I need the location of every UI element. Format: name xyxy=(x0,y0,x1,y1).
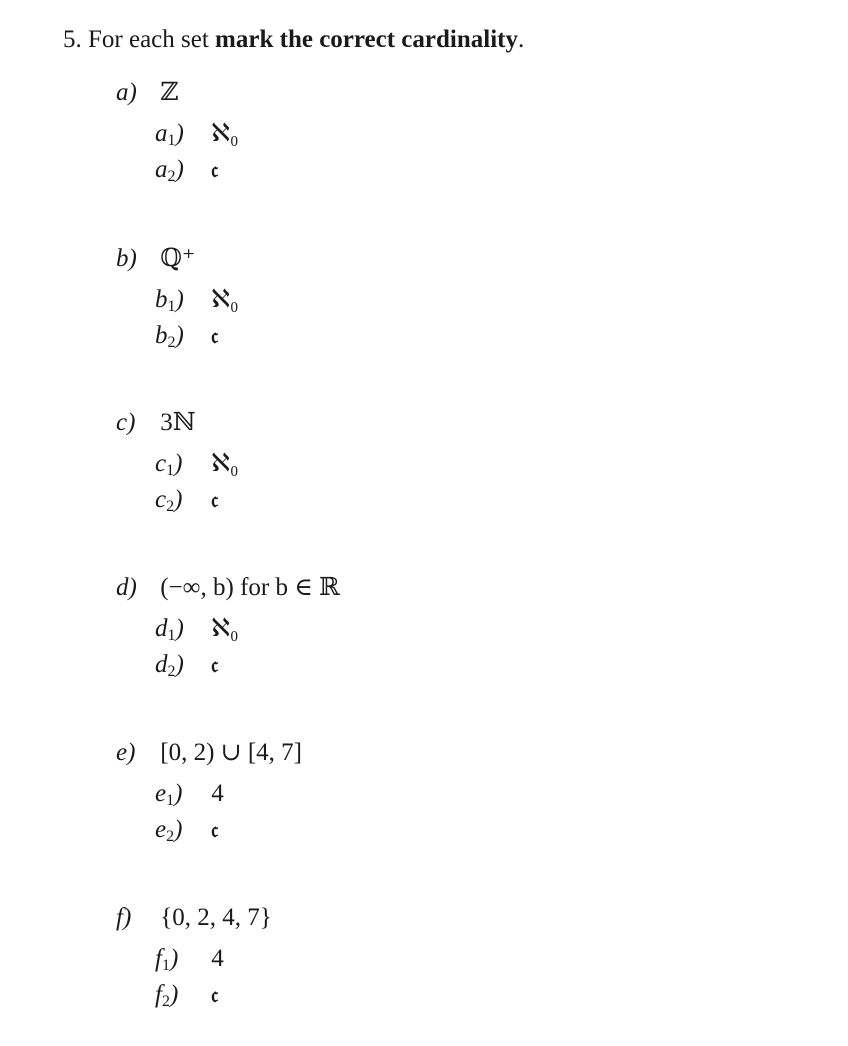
part-d xyxy=(116,571,816,683)
part-set: (−∞, b) for b ∈ ℝ xyxy=(160,574,340,601)
option-value: ℵ₀ xyxy=(211,615,239,642)
option-value: 𝔠 xyxy=(211,323,219,348)
option-f2[interactable] xyxy=(155,977,816,1013)
option-c1[interactable] xyxy=(155,446,816,482)
option-label: $b_1$) xyxy=(155,286,184,315)
option-value: 𝔠 xyxy=(211,817,219,842)
option-label: $e_2$) xyxy=(155,816,183,845)
option-label: $c_2$) xyxy=(155,486,183,515)
option-value: ℵ₀ xyxy=(211,450,239,477)
part-set: 3ℕ xyxy=(160,409,196,436)
question-prefix: For each set xyxy=(88,26,209,53)
option-label: $f_1$) xyxy=(155,945,179,974)
option-value: 4 xyxy=(211,780,224,807)
part-label: f) xyxy=(116,904,132,931)
option-list xyxy=(155,611,816,683)
question-suffix: . xyxy=(517,26,525,53)
option-label: $a_1$) xyxy=(155,120,184,149)
option-value: 𝔠 xyxy=(211,157,219,182)
option-b1[interactable] xyxy=(155,282,816,318)
option-b2[interactable] xyxy=(155,318,816,354)
part-label: b) xyxy=(116,245,137,272)
part-label: e) xyxy=(116,739,136,766)
option-value: 𝔠 xyxy=(211,652,219,677)
option-e2[interactable] xyxy=(155,812,816,848)
part-f xyxy=(116,901,816,1013)
option-value: 𝔠 xyxy=(211,982,219,1007)
part-label: d) xyxy=(116,574,137,601)
part-set: [0, 2) ∪ [4, 7] xyxy=(160,739,302,766)
option-label: $e_1$) xyxy=(155,780,183,809)
part-b xyxy=(116,242,816,354)
option-list xyxy=(155,941,816,1013)
option-value: ℵ₀ xyxy=(211,120,239,147)
part-set: ℤ xyxy=(160,79,179,106)
part-e xyxy=(116,736,816,848)
option-value: 𝔠 xyxy=(211,487,219,512)
option-list xyxy=(155,776,816,848)
part-label: c) xyxy=(116,409,136,436)
option-a2[interactable] xyxy=(155,152,816,188)
option-a1[interactable] xyxy=(155,116,816,152)
option-label: $f_2$) xyxy=(155,981,179,1010)
part-a xyxy=(116,76,816,188)
option-e1[interactable] xyxy=(155,776,816,812)
option-value: 4 xyxy=(211,945,224,972)
part-heading xyxy=(116,406,816,440)
part-heading xyxy=(116,242,816,276)
option-label: $c_1$) xyxy=(155,450,183,479)
part-c xyxy=(116,406,816,518)
option-label: $b_2$) xyxy=(155,322,184,351)
option-d2[interactable] xyxy=(155,647,816,683)
option-label: $a_2$) xyxy=(155,156,184,185)
option-c2[interactable] xyxy=(155,482,816,518)
part-heading xyxy=(116,901,816,935)
part-heading xyxy=(116,571,816,605)
option-label: $d_2$) xyxy=(155,651,184,680)
option-f1[interactable] xyxy=(155,941,816,977)
part-label: a) xyxy=(116,79,137,106)
question-emphasis: mark the correct cardinality xyxy=(215,26,518,53)
part-set: {0, 2, 4, 7} xyxy=(160,904,272,931)
option-d1[interactable] xyxy=(155,611,816,647)
option-list xyxy=(155,282,816,354)
question-title xyxy=(63,22,524,58)
option-value: ℵ₀ xyxy=(211,286,239,313)
option-list xyxy=(155,446,816,518)
part-set: ℚ⁺ xyxy=(160,245,196,272)
question-number: 5. xyxy=(63,26,82,53)
option-list xyxy=(155,116,816,188)
part-heading xyxy=(116,76,816,110)
part-heading xyxy=(116,736,816,770)
option-label: $d_1$) xyxy=(155,615,184,644)
